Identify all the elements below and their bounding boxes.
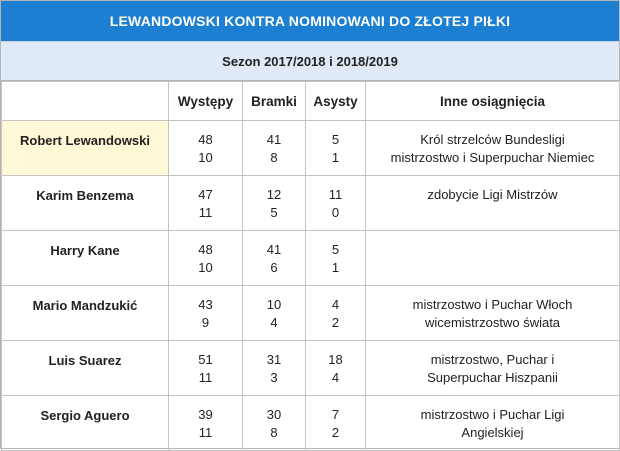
apps-cell [169, 121, 243, 176]
apps-cell [169, 176, 243, 231]
player-name-cell [2, 121, 169, 176]
apps-cell [169, 286, 243, 341]
achievement-value: mistrzostwo i Superpuchar Niemiec [390, 150, 595, 165]
apps-value: 48 [198, 132, 213, 147]
assists-value: 4 [331, 297, 340, 312]
goals-cell [243, 286, 306, 341]
assists-value: 18 [328, 352, 343, 367]
player-name: Karim Benzema [36, 188, 134, 203]
assists-value: 1 [331, 260, 340, 275]
assists-value: 11 [328, 187, 343, 202]
goals-value: 10 [266, 297, 282, 312]
goals-value: 12 [266, 187, 282, 202]
assists-value: 1 [331, 150, 340, 165]
apps-value: 47 [198, 187, 213, 202]
table-subtitle: Sezon 2017/2018 i 2018/2019 [1, 41, 619, 81]
achievement-value: mistrzostwo i Puchar Włoch [412, 297, 573, 312]
table-row [2, 396, 620, 451]
achievement-value: wicemistrzostwo świata [424, 315, 561, 330]
apps-cell [169, 396, 243, 451]
assists-cell [306, 121, 366, 176]
assists-value: 2 [331, 425, 340, 440]
player-name-cell [2, 396, 169, 451]
table-row [2, 286, 620, 341]
header-assists: Asysty [306, 82, 366, 121]
assists-cell [306, 396, 366, 451]
table-title: LEWANDOWSKI KONTRA NOMINOWANI DO ZŁOTEJ PIŁKI [1, 1, 619, 41]
player-name-cell [2, 286, 169, 341]
achievement-value: Król strzelców Bundesligi [420, 132, 565, 147]
assists-value: 5 [331, 132, 340, 147]
comparison-table [1, 81, 620, 451]
goals-cell [243, 231, 306, 286]
apps-cell [169, 231, 243, 286]
goals-cell [243, 396, 306, 451]
achievement-cell [366, 341, 620, 396]
achievement-cell [366, 176, 620, 231]
header-achievements: Inne osiągnięcia [366, 82, 620, 121]
achievement-cell [366, 286, 620, 341]
assists-cell [306, 286, 366, 341]
player-name: Luis Suarez [48, 353, 122, 368]
player-name-cell [2, 231, 169, 286]
achievement-value: zdobycie Ligi Mistrzów [427, 187, 558, 202]
apps-value: 10 [198, 260, 213, 275]
achievement-value: mistrzostwo, Puchar i [430, 352, 555, 367]
assists-cell [306, 341, 366, 396]
assists-cell [306, 231, 366, 286]
goals-value: 30 [266, 407, 282, 422]
header-row [2, 82, 620, 121]
apps-value: 9 [201, 315, 210, 330]
table-row [2, 176, 620, 231]
assists-cell [306, 176, 366, 231]
apps-value: 11 [198, 370, 213, 385]
header-empty [2, 82, 169, 121]
goals-cell [243, 121, 306, 176]
goals-value: 3 [270, 370, 278, 385]
player-name: Harry Kane [50, 243, 120, 258]
achievement-cell [366, 231, 620, 286]
goals-value: 6 [270, 260, 278, 275]
table-row [2, 231, 620, 286]
achievement-cell [366, 396, 620, 451]
assists-value: 7 [331, 407, 340, 422]
table-row [2, 121, 620, 176]
goals-value: 41 [266, 242, 282, 257]
apps-value: 48 [198, 242, 213, 257]
goals-value: 31 [266, 352, 282, 367]
achievement-value: mistrzostwo i Puchar Ligi [420, 407, 565, 422]
assists-value: 0 [331, 205, 340, 220]
achievement-cell [366, 121, 620, 176]
goals-value: 5 [270, 205, 278, 220]
assists-value: 4 [331, 370, 340, 385]
apps-value: 10 [198, 150, 213, 165]
goals-value: 8 [270, 150, 278, 165]
apps-value: 11 [198, 205, 213, 220]
apps-value: 51 [198, 352, 213, 367]
player-name: Sergio Aguero [40, 408, 130, 423]
table-row [2, 341, 620, 396]
goals-value: 8 [270, 425, 278, 440]
goals-cell [243, 176, 306, 231]
player-name: Robert Lewandowski [19, 133, 151, 148]
goals-value: 41 [266, 132, 282, 147]
assists-value: 2 [331, 315, 340, 330]
goals-cell [243, 341, 306, 396]
header-apps: Występy [169, 82, 243, 121]
header-goals: Bramki [243, 82, 306, 121]
apps-cell [169, 341, 243, 396]
achievement-value: Angielskiej [461, 425, 524, 440]
assists-value: 5 [331, 242, 340, 257]
apps-value: 11 [198, 425, 213, 440]
apps-value: 43 [198, 297, 213, 312]
apps-value: 39 [198, 407, 213, 422]
goals-value: 4 [270, 315, 278, 330]
player-name-cell [2, 176, 169, 231]
player-name: Mario Mandzukić [32, 298, 138, 313]
achievement-value: Superpuchar Hiszpanii [427, 370, 558, 385]
player-name-cell [2, 341, 169, 396]
